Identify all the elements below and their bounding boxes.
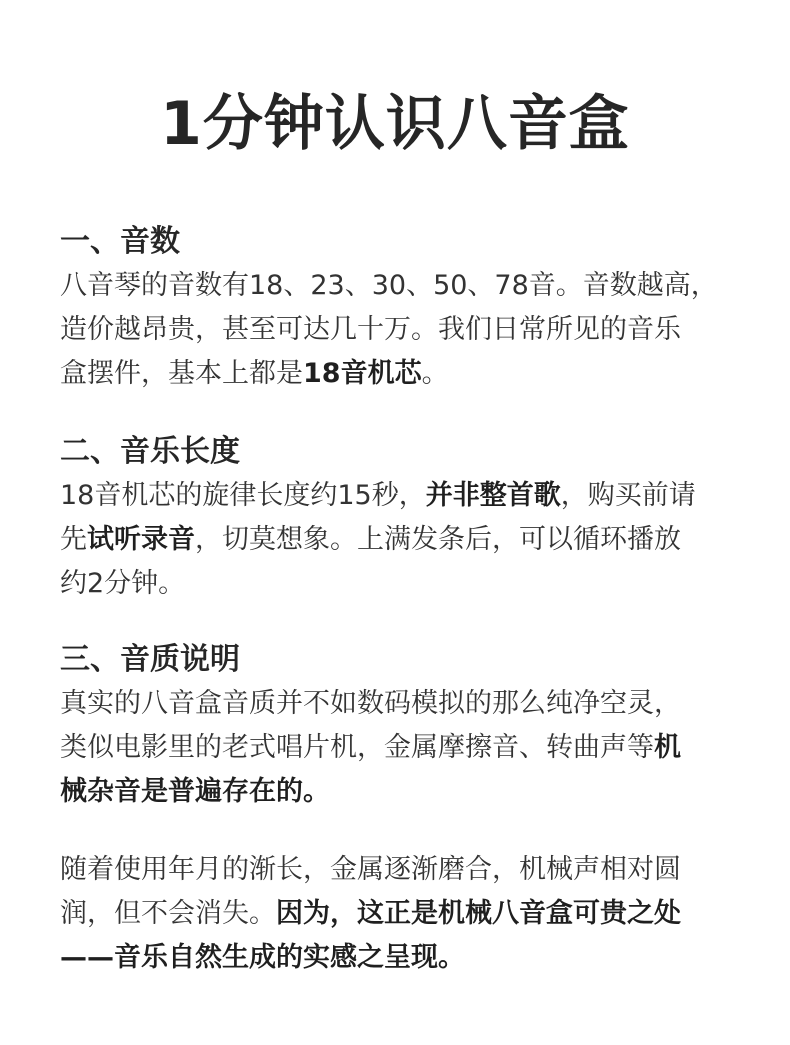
emphasis-text: 机: [654, 732, 681, 763]
emphasis-text: 并非整首歌: [425, 480, 561, 511]
section-body: [60, 474, 740, 606]
section-closing-paragraph: [60, 848, 740, 980]
emphasis-text: 18音机芯: [303, 358, 422, 389]
section-music-length: [60, 430, 740, 606]
text-run: 18音机芯的旋律长度约15秒，: [60, 480, 426, 511]
section-body: [60, 848, 740, 980]
body-line: [60, 726, 740, 770]
page-title: 1分钟认识八音盒: [160, 89, 630, 159]
text-run: 造价越昂贵，甚至可达几十万。我们日常所见的音乐: [60, 314, 681, 345]
section-heading: 一、音数: [60, 224, 180, 259]
emphasis-text: 试听录音: [87, 524, 195, 555]
text-run: 八音琴的音数有18、23、30、50、78音。音数越高，: [60, 270, 718, 301]
body-line: [60, 352, 740, 396]
body-line: [60, 264, 740, 308]
text-run: 真实的八音盒音质并不如数码模拟的那么纯净空灵，: [60, 688, 681, 719]
section-sound-quality: [60, 638, 740, 814]
body-line: [60, 892, 740, 936]
body-line: [60, 682, 740, 726]
section-body: [60, 682, 740, 814]
body-line: [60, 770, 740, 814]
text-run: 先: [60, 524, 87, 555]
body-line: [60, 562, 740, 606]
section-heading: 三、音质说明: [60, 642, 240, 677]
emphasis-text: 械杂音是普遍存在的。: [60, 776, 330, 807]
text-run: 约2分钟。: [60, 568, 186, 599]
text-run: 随着使用年月的渐长，金属逐渐磨合，机械声相对圆: [60, 854, 681, 885]
section-body: [60, 264, 740, 396]
emphasis-text: ——音乐自然生成的实感之呈现。: [60, 942, 465, 973]
text-run: ，切莫想象。上满发条后，可以循环播放: [195, 524, 681, 555]
body-line: [60, 308, 740, 352]
text-run: ，购买前请: [560, 480, 696, 511]
body-line: [60, 848, 740, 892]
body-line: [60, 936, 740, 980]
emphasis-text: 因为，这正是机械八音盒可贵之处: [276, 898, 681, 929]
section-heading: 二、音乐长度: [60, 434, 240, 469]
text-run: 。: [421, 358, 449, 389]
body-line: [60, 518, 740, 562]
text-run: 润，但不会消失。: [60, 898, 276, 929]
body-line: [60, 474, 740, 518]
text-run: 类似电影里的老式唱片机，金属摩擦音、转曲声等: [60, 732, 654, 763]
section-note-count: [60, 220, 740, 396]
text-run: 盒摆件，基本上都是: [60, 358, 303, 389]
